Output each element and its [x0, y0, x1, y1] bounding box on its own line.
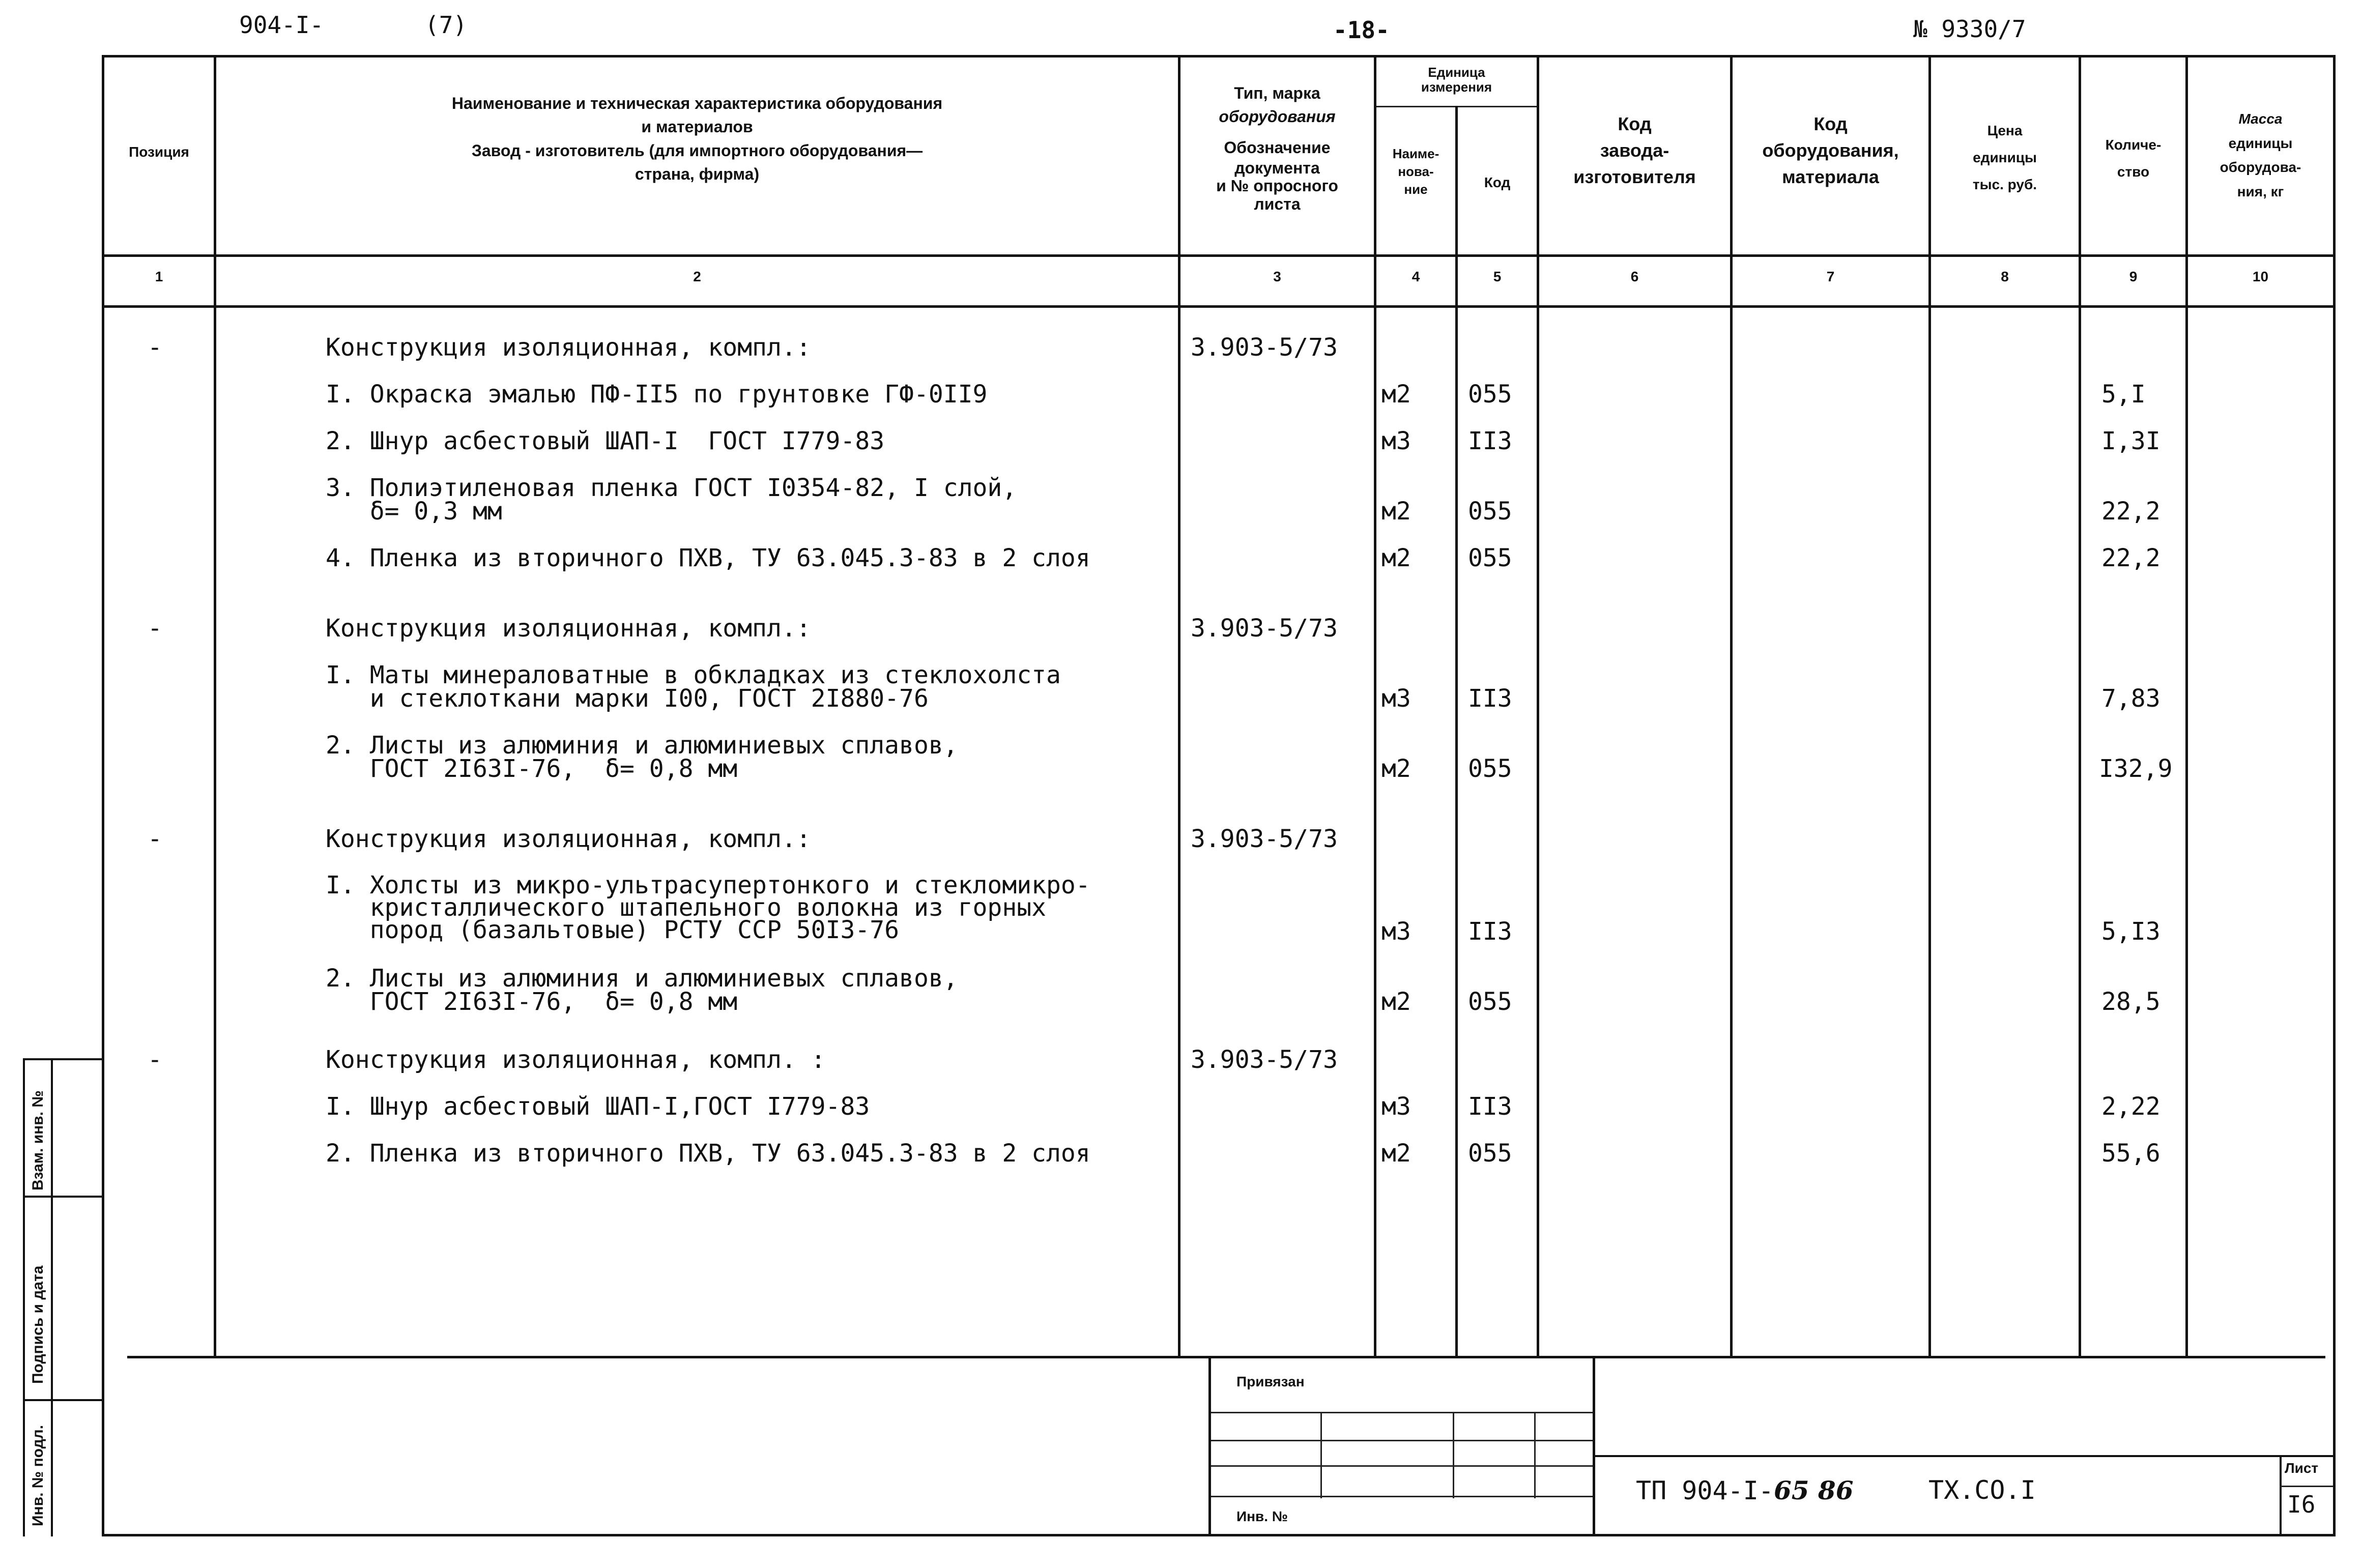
row-name: I. Окраска эмалью ПФ-II5 по грунтовке ГФ-0II9 — [326, 380, 988, 409]
col-number-8: 8 — [2001, 269, 2009, 284]
row-unit: м3 — [1381, 427, 1411, 455]
row-unit: м3 — [1381, 684, 1411, 713]
row-code: II3 — [1468, 1092, 1512, 1121]
header-name: Наименование и техническая характеристика оборудования и материалов Завод - изготовитель (для импортного оборудования— страна, фирма) — [451, 94, 943, 184]
row-doc: 3.903-5/73 — [1191, 825, 1338, 853]
row-code: II3 — [1468, 427, 1512, 455]
page-number: -18- — [1333, 16, 1390, 44]
row-quantity: 28,5 — [2101, 988, 2161, 1016]
side-label-inv: Инв. № подл. — [30, 1425, 46, 1526]
row-name: 2. Шнур асбестовый ШАП-I ГОСТ I779-83 — [326, 427, 885, 455]
list-number: I6 — [2287, 1491, 2316, 1518]
row-quantity: 22,2 — [2101, 544, 2161, 572]
row-position: - — [148, 1046, 162, 1074]
row-code: 055 — [1468, 988, 1512, 1016]
row-code: II3 — [1468, 684, 1512, 713]
header-factory-code: Код завода- изготовителя — [1573, 113, 1696, 188]
row-name: 2. Листы из алюминия и алюминиевых сплавов, ГОСТ 2I63I-76, δ= 0,8 мм — [326, 964, 958, 1016]
col-number-3: 3 — [1273, 269, 1281, 284]
row-unit: м2 — [1381, 544, 1411, 572]
doc-series-number: (7) — [425, 11, 468, 39]
stamp-inv-no: Инв. № — [1236, 1508, 1288, 1524]
row-quantity: 5,I — [2101, 380, 2146, 409]
col-number-4: 4 — [1412, 269, 1420, 284]
row-doc: 3.903-5/73 — [1191, 614, 1338, 643]
row-name: Конструкция изоляционная, компл.: — [326, 614, 811, 643]
row-code: II3 — [1468, 917, 1512, 946]
row-name: 4. Пленка из вторичного ПХВ, ТУ 63.045.3-83 в 2 слоя — [326, 544, 1090, 572]
row-quantity: 7,83 — [2101, 684, 2161, 713]
stamp-privyazan: Привязан — [1236, 1374, 1305, 1389]
header-equipment-code: Код оборудования, материала — [1762, 113, 1899, 188]
row-code: 055 — [1468, 544, 1512, 572]
header-quantity: Количе- ство — [2105, 137, 2162, 180]
side-label-vzam: Взам. инв. № — [30, 1090, 46, 1190]
row-name: Конструкция изоляционная, компл.: — [326, 825, 811, 853]
col-number-7: 7 — [1826, 269, 1835, 284]
row-position: - — [148, 333, 162, 362]
list-label: Лист — [2285, 1460, 2319, 1476]
row-doc: 3.903-5/73 — [1191, 333, 1338, 362]
row-unit: м2 — [1381, 754, 1411, 783]
col-number-10: 10 — [2252, 269, 2269, 284]
col-number-1: 1 — [155, 269, 163, 284]
row-quantity: 5,I3 — [2101, 917, 2161, 946]
row-code: 055 — [1468, 380, 1512, 409]
row-unit: м3 — [1381, 1092, 1411, 1121]
side-label-podpis: Подпись и дата — [30, 1265, 46, 1384]
row-name: I. Холсты из микро-ультрасупертонкого и стекломикро- кристаллического штапельного волокна из горных пород (базальтовые) РСТУ ССР 50I3-76 — [326, 871, 1090, 944]
header-mass: Масса единицы оборудова- ния, кг — [2220, 111, 2301, 199]
row-code: 055 — [1468, 1139, 1512, 1168]
row-name: Конструкция изоляционная, компл.: — [326, 333, 811, 362]
header-type-doc: Тип, марка оборудования Обозначение документа и № опросного листа — [1216, 84, 1338, 213]
col-number-6: 6 — [1630, 269, 1639, 284]
row-unit: м2 — [1381, 497, 1411, 526]
header-unit-code: Код — [1484, 175, 1511, 190]
header-unit: Единица измерения — [1421, 65, 1492, 95]
row-unit: м2 — [1381, 1139, 1411, 1168]
row-name: I. Маты минераловатные в обкладках из стеклохолста и стеклоткани марки I00, ГОСТ 2I880-76 — [326, 661, 1061, 713]
row-unit: м3 — [1381, 917, 1411, 946]
row-quantity: I32,9 — [2099, 754, 2173, 783]
col-number-2: 2 — [693, 269, 701, 284]
header-price: Цена единицы тыс. руб. — [1972, 123, 2037, 193]
row-unit: м2 — [1381, 380, 1411, 409]
row-unit: м2 — [1381, 988, 1411, 1016]
row-name: Конструкция изоляционная, компл. : — [326, 1046, 826, 1074]
row-code: 055 — [1468, 497, 1512, 526]
row-quantity: 22,2 — [2101, 497, 2161, 526]
row-quantity: 55,6 — [2101, 1139, 2161, 1168]
row-code: 055 — [1468, 754, 1512, 783]
row-position: - — [148, 614, 162, 643]
doc-code: ТП 904-I-65 86 — [1636, 1475, 1854, 1505]
row-quantity: I,3I — [2101, 427, 2161, 455]
row-name: 2. Пленка из вторичного ПХВ, ТУ 63.045.3-83 в 2 слоя — [326, 1139, 1090, 1168]
col-number-9: 9 — [2129, 269, 2138, 284]
header-unit-name: Наиме- нова- ние — [1392, 146, 1439, 197]
row-position: - — [148, 825, 162, 853]
archive-number: № 9330/7 — [1913, 15, 2026, 43]
col-number-5: 5 — [1493, 269, 1502, 284]
sheet-code: ТХ.СО.I — [1928, 1475, 2036, 1505]
row-name: I. Шнур асбестовый ШАП-I,ГОСТ I779-83 — [326, 1092, 870, 1121]
doc-series-code: 904-I- — [239, 11, 324, 39]
row-doc: 3.903-5/73 — [1191, 1046, 1338, 1074]
row-name: 2. Листы из алюминия и алюминиевых сплавов, ГОСТ 2I63I-76, δ= 0,8 мм — [326, 731, 958, 783]
header-position: Позиция — [129, 144, 189, 160]
row-quantity: 2,22 — [2101, 1092, 2161, 1121]
row-name: 3. Полиэтиленовая пленка ГОСТ I0354-82, I слой, δ= 0,3 мм — [326, 474, 1017, 526]
